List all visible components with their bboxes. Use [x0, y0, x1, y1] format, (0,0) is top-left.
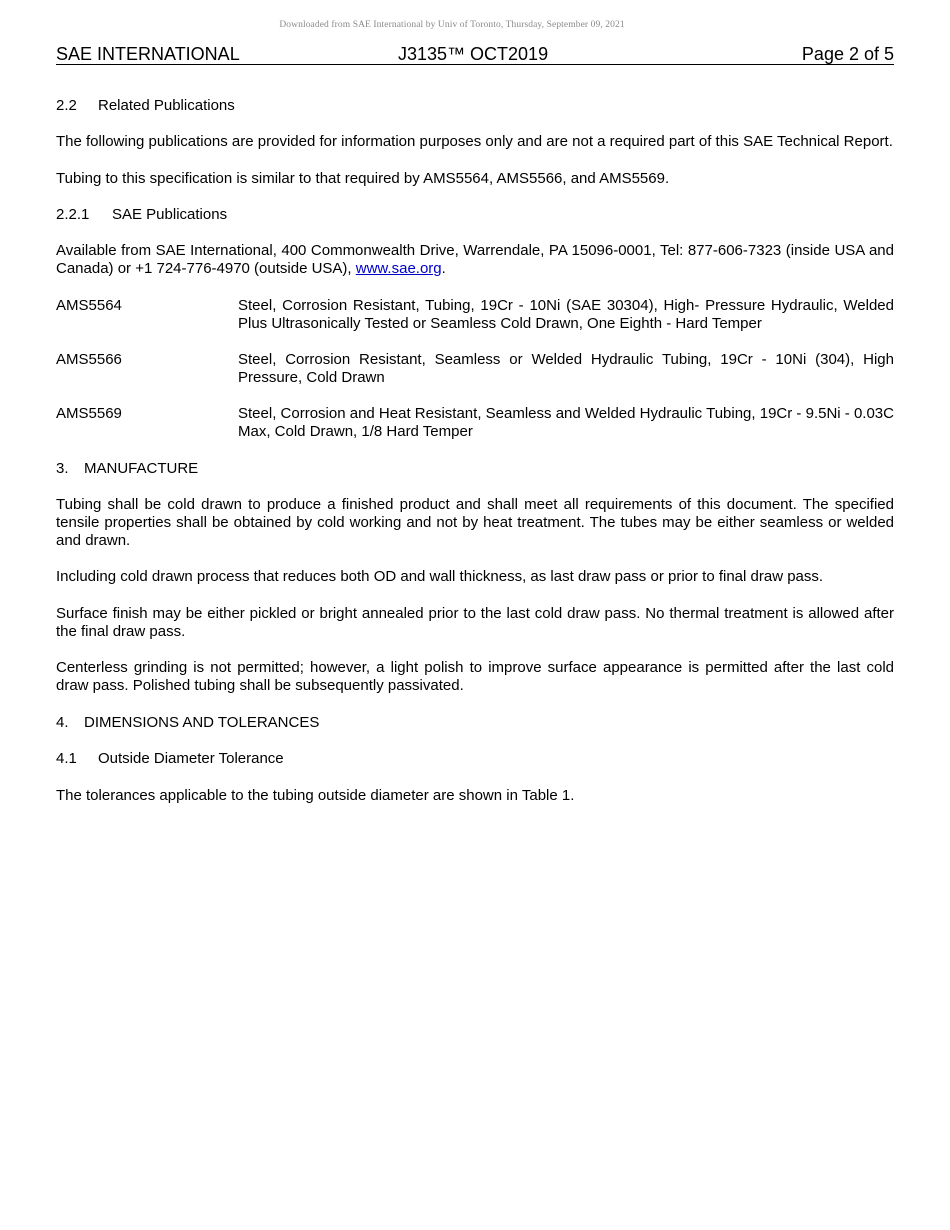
section-heading-3: [56, 460, 894, 478]
section-number: 2.2.1: [56, 206, 90, 223]
paragraph-intro: The following publications are provided for information purposes only and are not a required part of this SAE Technical Report.: [56, 133, 893, 150]
page-header: [56, 44, 894, 65]
section-heading-4: [56, 714, 894, 732]
section-title: DIMENSIONS AND TOLERANCES: [84, 714, 320, 731]
paragraph-similar-specs: Tubing to this specification is similar to that required by AMS5564, AMS5566, and AMS5569.: [56, 170, 670, 187]
paragraph-manufacture-1: Tubing shall be cold drawn to produce a finished product and shall meet all requirements of this document. The specified tensile properties shall be obtained by cold working and not by heat treatment. The tubes may be either seamless or welded and drawn.: [56, 496, 894, 549]
reference-code: AMS5569: [56, 405, 122, 422]
section-number: 4.: [56, 714, 69, 731]
section-heading-4-1: [56, 750, 894, 768]
header-page-number: Page 2 of 5: [801, 44, 894, 64]
section-title: SAE Publications: [112, 206, 228, 223]
availability-end: .: [441, 260, 446, 277]
section-title: Related Publications: [98, 97, 235, 114]
section-number: 3.: [56, 460, 69, 477]
reference-title: Steel, Corrosion and Heat Resistant, Seamless and Welded Hydraulic Tubing, 19Cr - 9.5Ni - 0.03C Max, Cold Drawn, 1/8 Hard Temper: [238, 405, 894, 440]
paragraph-availability: [56, 242, 894, 278]
reference-title: Steel, Corrosion Resistant, Tubing, 19Cr - 10Ni (SAE 30304), High- Pressure Hydraulic, Welded Plus Ultrasonically Tested or Seamless Cold Drawn, One Eighth - Hard Temper: [238, 297, 894, 332]
reference-code: AMS5564: [56, 297, 122, 314]
section-heading-2-2: [56, 97, 894, 115]
paragraph-manufacture-4: Centerless grinding is not permitted; however, a light polish to improve surface appearance is permitted after the last cold draw pass. Polished tubing shall be subsequently passivated.: [56, 659, 894, 694]
reference-entry: [56, 351, 894, 387]
section-heading-2-2-1: [56, 206, 894, 224]
reference-entry: [56, 405, 894, 441]
section-number: 4.1: [56, 750, 77, 767]
reference-title: Steel, Corrosion Resistant, Seamless or Welded Hydraulic Tubing, 19Cr - 10Ni (304), High Pressure, Cold Drawn: [238, 351, 894, 386]
section-title: Outside Diameter Tolerance: [98, 750, 284, 767]
section-title: MANUFACTURE: [84, 460, 199, 477]
download-watermark: Downloaded from SAE International by Univ of Toronto, Thursday, September 09, 2021: [279, 20, 625, 30]
section-number: 2.2: [56, 97, 77, 114]
paragraph-tolerance: The tolerances applicable to the tubing outside diameter are shown in Table 1.: [56, 787, 575, 804]
sae-website-link[interactable]: www.sae.org: [355, 260, 442, 277]
availability-text: Available from SAE International, 400 Commonwealth Drive, Warrendale, PA 15096-0001, Tel: 877-606-7323 (inside USA and Canada) or +1 724-776-4970 (outside USA),: [56, 242, 894, 277]
reference-entry: [56, 297, 894, 333]
paragraph-manufacture-3: Surface finish may be either pickled or bright annealed prior to the last cold draw pass. No thermal treatment is allowed after the final draw pass.: [56, 605, 894, 640]
reference-code: AMS5566: [56, 351, 122, 368]
header-document-id: J3135™ OCT2019: [398, 44, 549, 64]
header-organization: SAE INTERNATIONAL: [56, 44, 240, 64]
paragraph-manufacture-2: Including cold drawn process that reduces both OD and wall thickness, as last draw pass or prior to final draw pass.: [56, 568, 824, 585]
document-body: [56, 97, 894, 805]
